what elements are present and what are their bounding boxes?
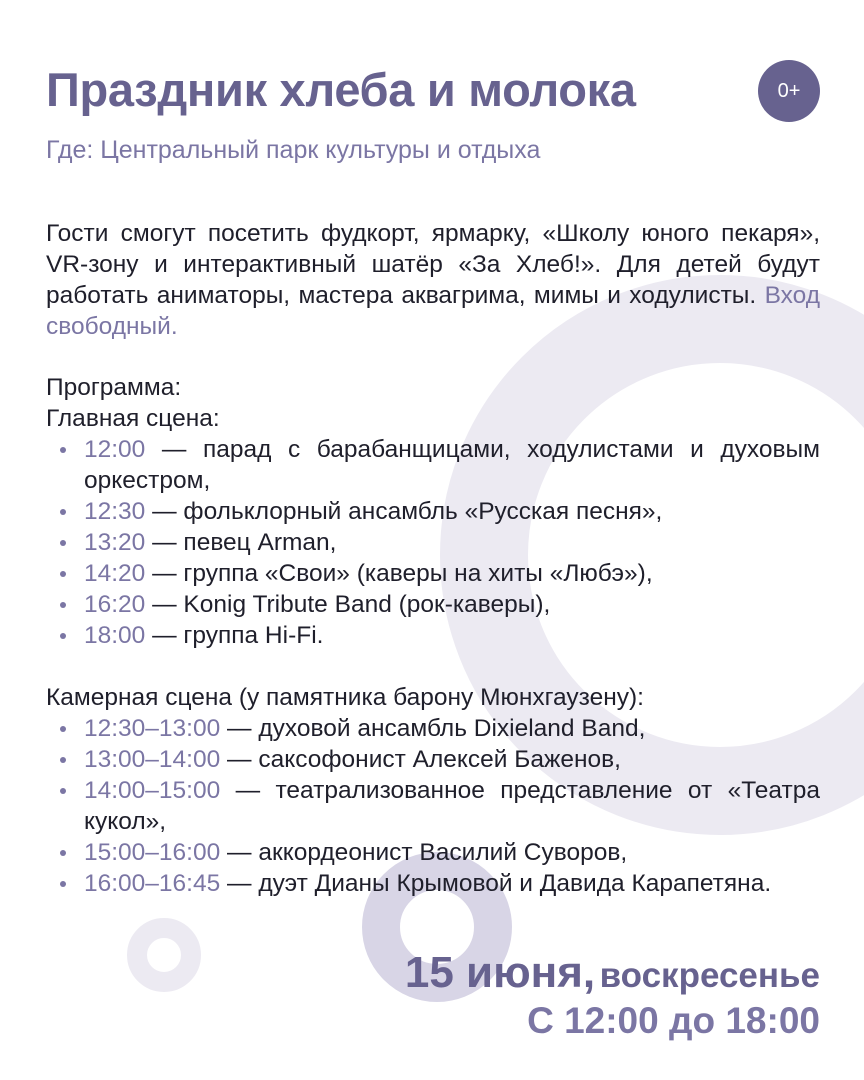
main-stage-title: Главная сцена: [46,405,220,432]
schedule-time: 14:00–15:00 [84,777,221,804]
event-weekday: воскресенье [599,956,820,995]
list-item [46,558,820,589]
list-item [46,589,820,620]
schedule-text: — певец Arman, [145,529,337,556]
list-item [46,620,820,651]
main-stage-schedule [46,434,820,651]
schedule-text: — группа Hi-Fi. [145,622,324,649]
event-hours: С 12:00 до 18:00 [527,1000,820,1041]
schedule-time: 18:00 [84,622,146,649]
schedule-time: 15:00–16:00 [84,839,221,866]
event-description [46,218,820,342]
list-item [46,527,820,558]
list-item [46,713,820,744]
schedule-text: — духовой ансамбль Dixieland Band, [220,715,646,742]
list-item [46,496,820,527]
schedule-text: — фольклорный ансамбль «Русская песня», [145,498,663,525]
schedule-time: 12:30–13:00 [84,715,221,742]
schedule-text: — парад с барабанщицами, ходулистами и духовым оркестром, [84,436,820,494]
schedule-time: 16:00–16:45 [84,870,221,897]
event-day: 15 июня, [404,948,596,997]
list-item [46,837,820,868]
event-title: Праздник хлеба и молока [46,63,636,116]
event-date [405,948,820,998]
schedule-time: 13:00–14:00 [84,746,221,773]
description-text: Гости смогут посетить фудкорт, ярмарку, «Школу юного пекаря», VR-зону и интерактивный шатёр «За Хлеб!». Для детей будут работать аниматоры, мастера аквагрима, мимы и ходулисты. [46,220,820,309]
schedule-text: — театрализованное представление от «Театра кукол», [84,777,820,835]
decorative-ring-small [127,918,201,992]
schedule-text: — группа «Свои» (каверы на хиты «Любэ»), [145,560,653,587]
schedule-text: — дуэт Дианы Крымовой и Давида Карапетяна. [220,870,772,897]
schedule-time: 14:20 [84,560,146,587]
list-item [46,868,820,899]
schedule-text: — Konig Tribute Band (рок-каверы), [145,591,551,618]
chamber-stage-title: Камерная сцена (у памятника барону Мюнхгаузену): [46,684,644,711]
schedule-time: 12:00 [84,436,146,463]
list-item [46,434,820,496]
schedule-time: 12:30 [84,498,146,525]
event-location: Где: Центральный парк культуры и отдыха [46,136,541,164]
schedule-time: 13:20 [84,529,146,556]
schedule-text: — саксофонист Алексей Баженов, [220,746,621,773]
free-entry-note: Вход свободный. [46,282,820,340]
schedule-text: — аккордеонист Василий Суворов, [220,839,628,866]
chamber-stage-schedule [46,713,820,899]
list-item [46,744,820,775]
age-rating-badge: 0+ [758,60,820,122]
schedule-time: 16:20 [84,591,146,618]
list-item [46,775,820,837]
program-heading: Программа: [46,374,182,401]
